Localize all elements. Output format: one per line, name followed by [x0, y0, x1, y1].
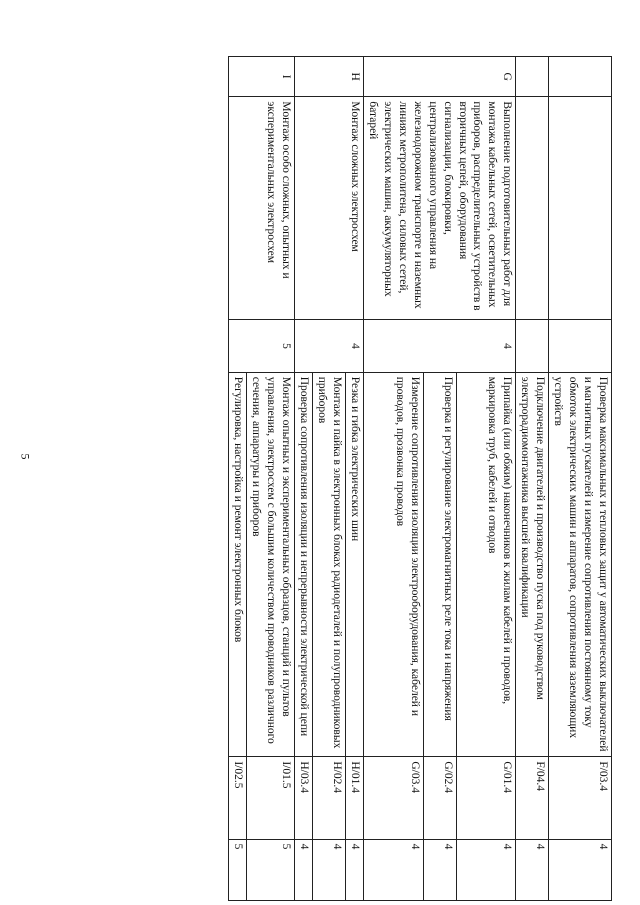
- qualification-level: [549, 320, 612, 372]
- qualification-level: 4: [364, 320, 516, 372]
- labor-function-code: F/03.4: [549, 757, 612, 839]
- table-row: [549, 57, 612, 901]
- labor-function-code: G/02.4: [423, 757, 456, 839]
- labor-function-name: Измерение сопротивления изоляции электрооборудования, кабелей и проводов, прозвонка проводов: [364, 372, 424, 757]
- qualification-level: 4: [295, 320, 364, 372]
- labor-function-code: H/02.4: [313, 757, 346, 839]
- labor-function-code: H/01.4: [346, 757, 364, 839]
- labor-function-level: 4: [295, 839, 313, 900]
- labor-function-level: 4: [456, 839, 516, 900]
- page-number: 5: [18, 453, 33, 460]
- labor-function-code: G/03.4: [364, 757, 424, 839]
- labor-function-code: G/01.4: [456, 757, 516, 839]
- labor-function-name: Проверка сопротивления изоляции и непрерывности электрической цепи: [295, 372, 313, 757]
- labor-function-level: 4: [313, 839, 346, 900]
- labor-function-code: F/04.4: [516, 757, 549, 839]
- labor-function-level: 4: [364, 839, 424, 900]
- generalized-function-code: [549, 57, 612, 97]
- labor-function-name: Подключение двигателей и производство пуска под руководством электрорадиомонтажника высшей квалификации: [516, 372, 549, 757]
- table-row: [247, 57, 295, 901]
- labor-function-code: I/02.5: [229, 757, 247, 839]
- generalized-function-name: [516, 97, 549, 320]
- labor-function-name: Проверка и регулирование электромагнитных реле тока и напряжения: [423, 372, 456, 757]
- rotated-table-wrapper: [52, 56, 612, 901]
- generalized-function-code: [516, 57, 549, 97]
- table-row: [456, 57, 516, 901]
- labor-function-code: H/03.4: [295, 757, 313, 839]
- labor-function-name: Припайка (или обжим) наконечников к жилам кабелей и проводов, маркировка труб, кабелей и отводов: [456, 372, 516, 757]
- generalized-function-name: Монтаж сложных электросхем: [295, 97, 364, 320]
- qualification-level: 5: [229, 320, 295, 372]
- labor-function-level: 4: [516, 839, 549, 900]
- rotated-page-area: [52, 56, 612, 901]
- labor-function-name: Резка и гибка электрических шин: [346, 372, 364, 757]
- labor-function-name: Проверка максимальных и тепловых защит у автоматических выключателей и магнитных пускателей и измерение сопротивления постоянному току обмоток электрических машин и аппаратов, сопротивления заземляющих устройств: [549, 372, 612, 757]
- labor-function-code: I/01.5: [247, 757, 295, 839]
- labor-function-level: 5: [229, 839, 247, 900]
- generalized-function-name: Монтаж особо сложных, опытных и экспериментальных электросхем: [229, 97, 295, 320]
- generalized-function-code: I: [229, 57, 295, 97]
- generalized-function-name: [549, 97, 612, 320]
- generalized-function-code: H: [295, 57, 364, 97]
- functions-table: [229, 56, 613, 901]
- labor-function-name: Монтаж опытных и экспериментальных образцов, станций и пультов управления, электросхем с большим количеством проводников различного сечения, аппаратуры и приборов: [247, 372, 295, 757]
- labor-function-name: Монтаж и пайка в электронных блоках радиодеталей и полупроводниковых приборов: [313, 372, 346, 757]
- labor-function-level: 5: [247, 839, 295, 900]
- generalized-function-name: Выполнение подготовительных работ для монтажа кабельных сетей, осветительных приборов, распределительных устройств в вторичных цепей, оборудования сигнализации, блокировки, централизованного управления на железнодорожном транспорте и наземных линиях метрополитена, силовых сетей, электрических машин, аккумуляторных батарей: [364, 97, 516, 320]
- qualification-level: [516, 320, 549, 372]
- table-row: [516, 57, 549, 901]
- labor-function-level: 4: [346, 839, 364, 900]
- table-row: [346, 57, 364, 901]
- generalized-function-code: G: [364, 57, 516, 97]
- labor-function-name: Регулировка, настройка и ремонт электронных блоков: [229, 372, 247, 757]
- labor-function-level: 4: [423, 839, 456, 900]
- labor-function-level: 4: [549, 839, 612, 900]
